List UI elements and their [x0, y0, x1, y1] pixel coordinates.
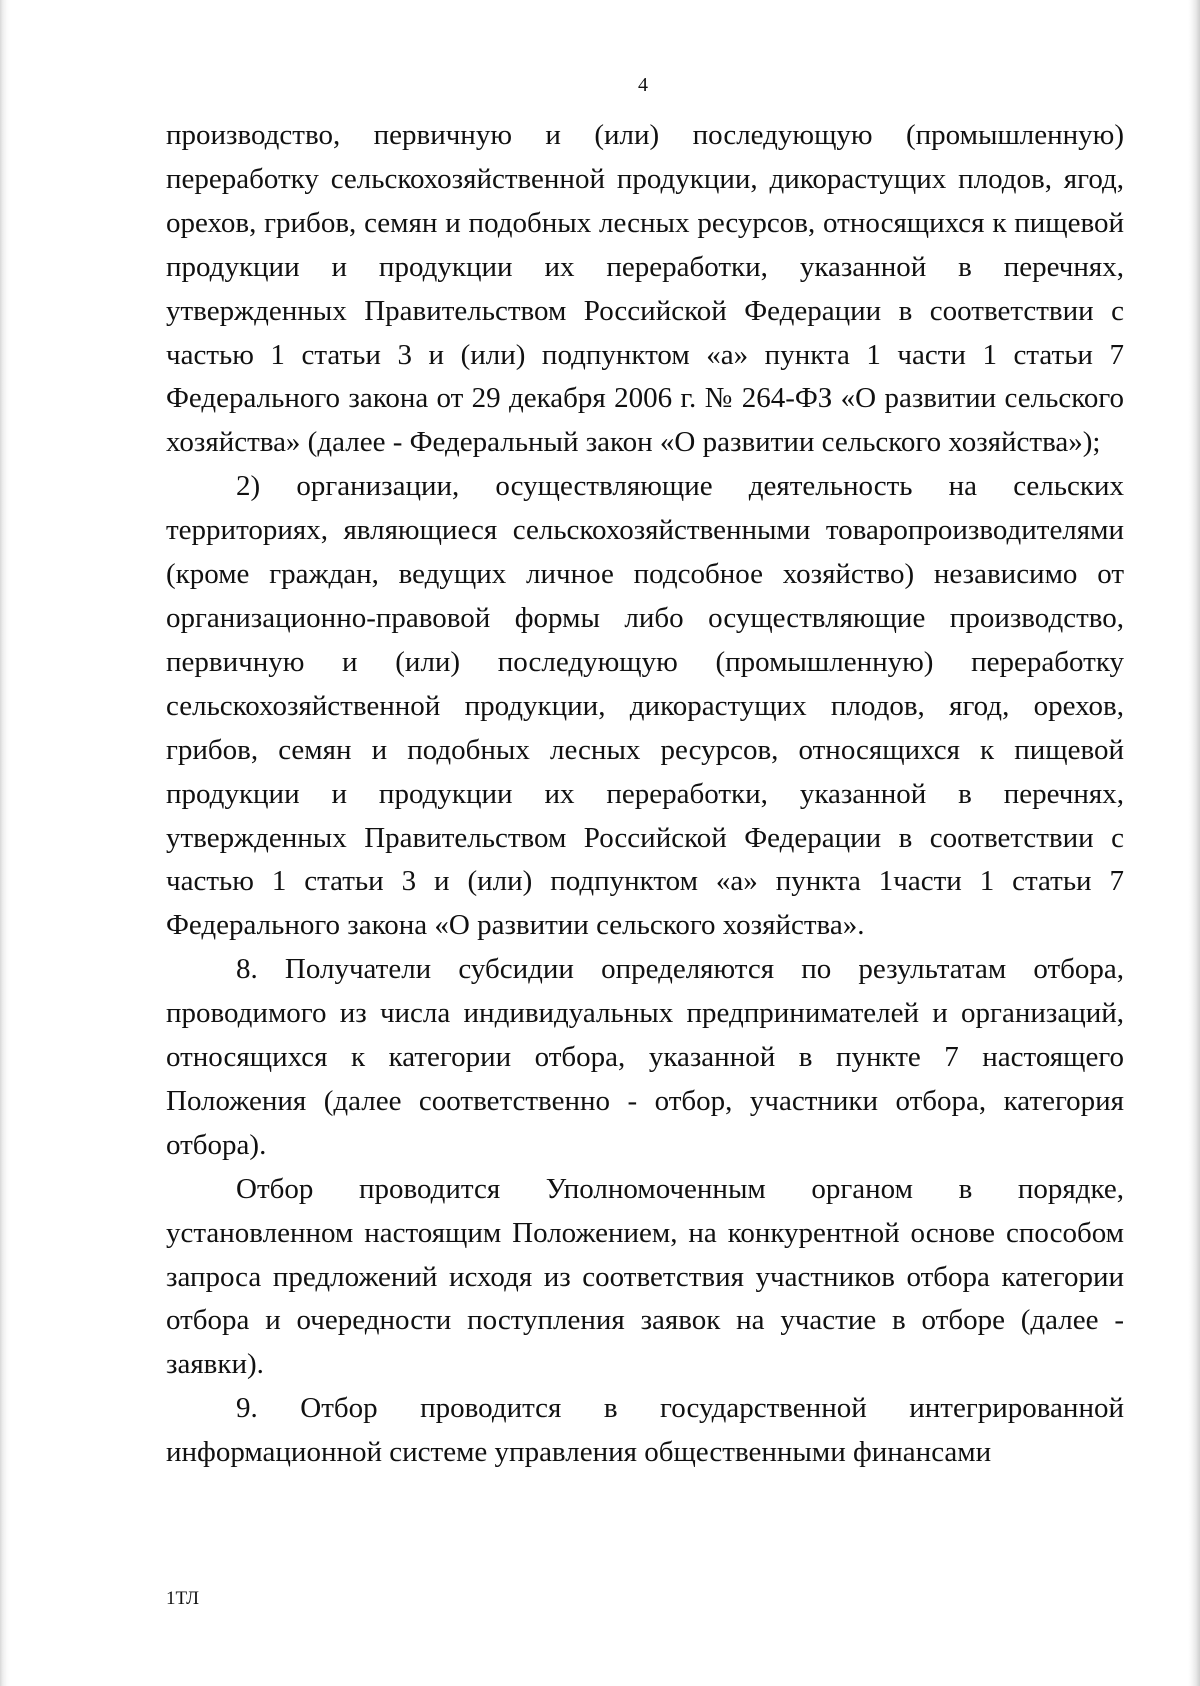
- paragraph-item-2: 2) организации, осуществляющие деятельность на сельских территориях, являющиеся сельскохозяйственными товаропроизводителями (кроме граждан, ведущих личное подсобное хозяйство) независимо от организационно-правовой формы либо осуществляющие производство, первичную и (или) последующую (промышленную) переработку сельскохозяйственной продукции, дикорастущих плодов, ягод, орехов, грибов, семян и подобных лесных ресурсов, относящихся к пищевой продукции и продукции их переработки, указанной в перечнях, утвержденных Правительством Российской Федерации в соответствии с частью 1 статьи 3 и (или) подпунктом «а» пункта 1части 1 статьи 7 Федерального закона «О развитии сельского хозяйства».: [166, 470, 1124, 942]
- paragraph-selection-procedure: Отбор проводится Уполномоченным органом в порядке, установленном настоящим Положением, на конкурентной основе способом запроса предложений исходя из соответствия участников отбора категории отбора и очередности поступления заявок на участие в отборе (далее - заявки).: [166, 1172, 1124, 1381]
- paragraph-continuation: производство, первичную и (или) последующую (промышленную) переработку сельскохозяйственной продукции, дикорастущих плодов, ягод, орехов, грибов, семян и подобных лесных ресурсов, относящихся к пищевой продукции и продукции их переработки, указанной в перечнях, утвержденных Правительством Российской Федерации в соответствии с частью 1 статьи 3 и (или) подпунктом «а» пункта 1 части 1 статьи 7 Федерального закона от 29 декабря 2006 г. № 264-ФЗ «О развитии сельского хозяйства» (далее - Федеральный закон «О развитии сельского хозяйства»);: [166, 119, 1124, 459]
- footer-code: 1ТЛ: [166, 1588, 200, 1609]
- scan-edge-right: [1188, 0, 1200, 1686]
- page-number: 4: [638, 74, 648, 96]
- scan-edge-left: [0, 0, 10, 1686]
- document-body: [166, 114, 1124, 1475]
- paragraph-clause-8: 8. Получатели субсидии определяются по результатам отбора, проводимого из числа индивидуальных предпринимателей и организаций, относящихся к категории отбора, указанной в пункте 7 настоящего Положения (далее соответственно - отбор, участники отбора, категория отбора).: [166, 953, 1124, 1161]
- paragraph-clause-9: 9. Отбор проводится в государственной интегрированной информационной системе управления общественными финансами: [166, 1392, 1124, 1469]
